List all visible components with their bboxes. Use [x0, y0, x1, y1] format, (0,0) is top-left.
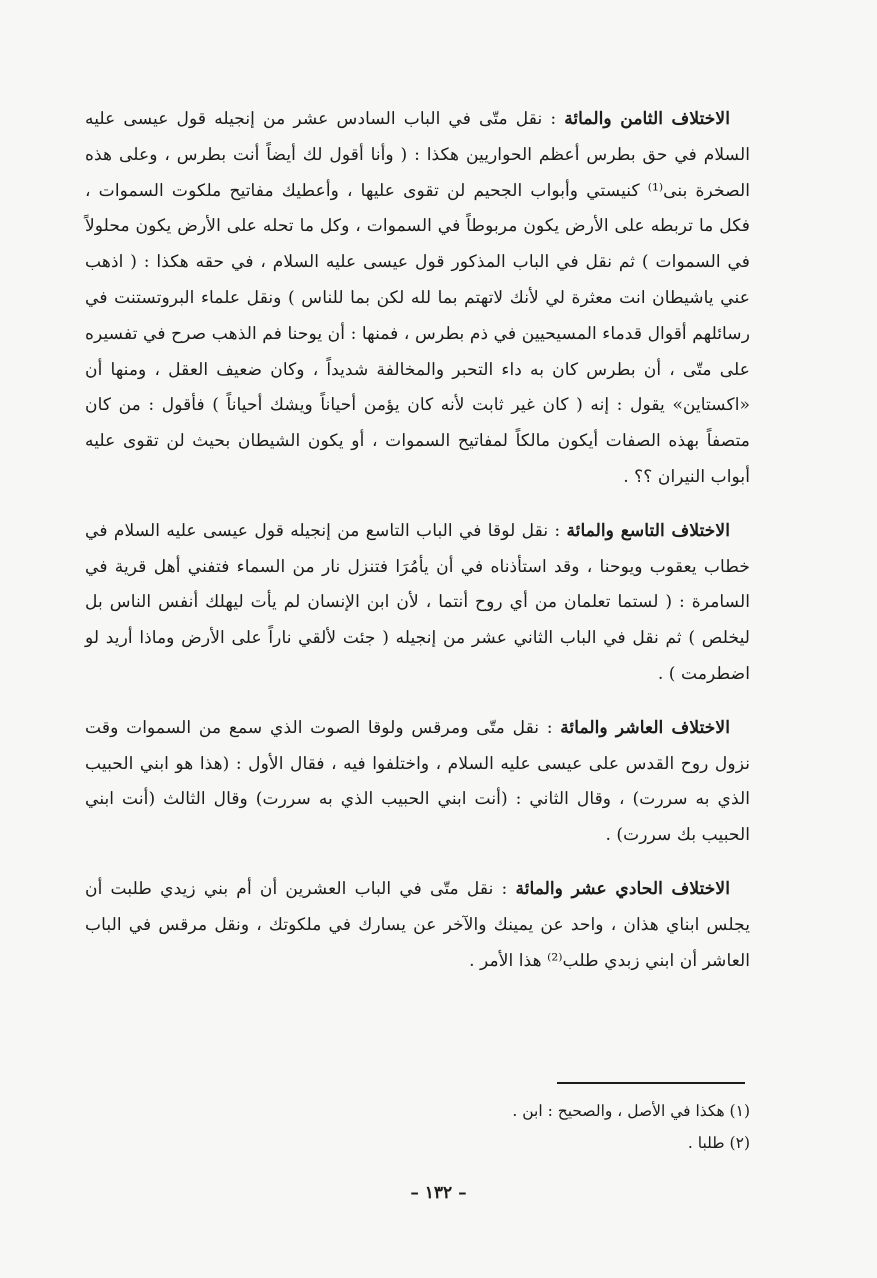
paragraph-111	[85, 872, 750, 979]
paragraph-108	[85, 102, 750, 496]
paragraph-109	[85, 514, 750, 693]
paragraph-text: : نقل متّى في الباب السادس عشر من إنجيله قول عيسى عليه السلام في حق بطرس أعظم الحواريين هكذا : ( وأنا أقول لك أيضاً أنت بطرس ، وعلى هذه الصخرة بنى⁽¹⁾ كنيستي وأبواب الجحيم لن تقوى عليها ، وأعطيك مفاتيح ملكوت السموات ، فكل ما تربطه على الأرض يكون مربوطاً في السموات ، وكل ما تحله على الأرض يكون محلولاً في السموات ) ثم نقل في الباب المذكور قول عيسى عليه السلام ، في حقه هكذا : ( اذهب عني ياشيطان انت معثرة لي لأنك لاتهتم بما لله لكن بما للناس ) ونقل علماء البروتستنت في رسائلهم أقوال قدماء المسيحيين في ذم بطرس ، فمنها : أن يوحنا فم الذهب صرح في تفسيره على متّى ، أن بطرس كان به داء التحبر والمخالفة شديداً ، وكان ضعيف العقل ، ومنها أن «اكستاين» يقول : إنه ( كان غير ثابت لأنه كان يؤمن أحياناً ويشك أحياناً ) فأقول : من كان متصفاً بهذه الصفات أيكون مالكاً لمفاتيح السموات ، أو يكون الشيطان بحيث لن تقوى عليه أبواب النيران ؟؟ .	[85, 109, 750, 487]
paragraph-text: : نقل متّى ومرقس ولوقا الصوت الذي سمع من السموات وقت نزول روح القدس على عيسى عليه السلام ، واختلفوا فيه ، فقال الأول : (هذا هو ابني الحبيب الذي به سررت) ، وقال الثاني : (أنت ابني الحبيب الذي به سررت) وقال الثالث (أنت ابني الحبيب بك سررت) .	[85, 717, 750, 846]
section-heading: الاختلاف الثامن والمائة	[564, 109, 731, 129]
main-text	[85, 102, 750, 997]
section-heading: الاختلاف الحادي عشر والمائة	[515, 878, 730, 899]
paragraph-110	[85, 711, 750, 854]
paragraph-text: : نقل متّى في الباب العشرين أن أم بني زيدي طلبت أن يجلس ابناي هذان ، واحد عن يمينك والآخر عن يسارك في ملكوتك ، ونقل مرقس في الباب العاشر أن ابني زبدي طلب⁽²⁾ هذا الأمر .	[85, 878, 750, 971]
footnote-separator	[557, 1082, 745, 1084]
paragraph-text: : نقل لوقا في الباب التاسع من إنجيله قول عيسى عليه السلام في خطاب يعقوب ويوحنا ، وقد استأذناه في أن يأمُرَا فتنزل نار من السماء فتفني أهل قرية في السامرة : ( لستما تعلمان من أي روح أنتما ، لأن ابن الإنسان لم يأت ليهلك أنفس الناس بل ليخلص ) ثم نقل في الباب الثاني عشر من إنجيله ( جئت لألقي ناراً على الأرض وماذا أريد لو اضطرمت ) .	[85, 520, 750, 684]
page-number: – ١٣٢ –	[410, 1183, 467, 1203]
footnotes	[440, 1095, 750, 1159]
section-heading: الاختلاف العاشر والمائة	[560, 717, 730, 738]
section-heading: الاختلاف التاسع والمائة	[566, 520, 730, 541]
footnote-1: (١) هكذا في الأصل ، والصحيح : ابن .	[512, 1102, 750, 1120]
footnote-2: (٢) طلبا .	[687, 1134, 750, 1152]
